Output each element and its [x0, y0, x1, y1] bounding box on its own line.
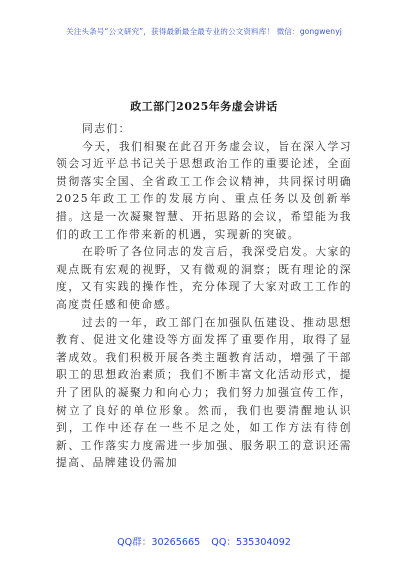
document-body: [56, 120, 352, 472]
document-title: 政工部门2025年务虚会讲话: [130, 100, 278, 113]
footer-qq-number: QQ：535304092: [211, 537, 291, 548]
header-banner: 关注头条号“公文研究”，获得最新最全最专业的公文资料库！ 微信：gongwenyj: [66, 27, 342, 36]
salutation: 同志们：: [82, 122, 131, 135]
paragraph-2: 在聆听了各位同志的发言后，我深受启发。大家的观点既有宏观的视野，又有微观的洞察；既有理论的深度，又有实践的操作性，充分体现了大家对政工工作的高度责任感和使命感。: [56, 245, 352, 311]
paragraph-3: 过去的一年，政工部门在加强队伍建设、推动思想教育、促进文化建设等方面发挥了重要作用，取得了显著成效。我们积极开展各类主题教育活动，增强了干部职工的思想政治素质；我们不断丰富文化活动形式，提升了团队的凝聚力和向心力；我们努力加强宣传工作，树立了良好的单位形象。然而，我们也要清醒地认识到，工作中还存在一些不足之处，如工作方法有待创新、工作落实力度需进一步加强、服务职工的意识还需提高、品牌建设仍需加: [56, 315, 352, 470]
footer-qq-group: QQ群：30265665: [117, 537, 201, 548]
footer-banner: [0, 534, 408, 548]
paragraph-1: 今天，我们相聚在此召开务虚会议，旨在深入学习领会习近平总书记关于思想政治工作的重要论述，全面贯彻落实全国、全省政工工作会议精神，共同探讨明确2025年政工工作的发展方向、重点任务以及创新举措。这是一次凝聚智慧、开拓思路的会议，希望能为我们的政工工作带来新的机遇，实现新的突破。: [56, 139, 352, 241]
